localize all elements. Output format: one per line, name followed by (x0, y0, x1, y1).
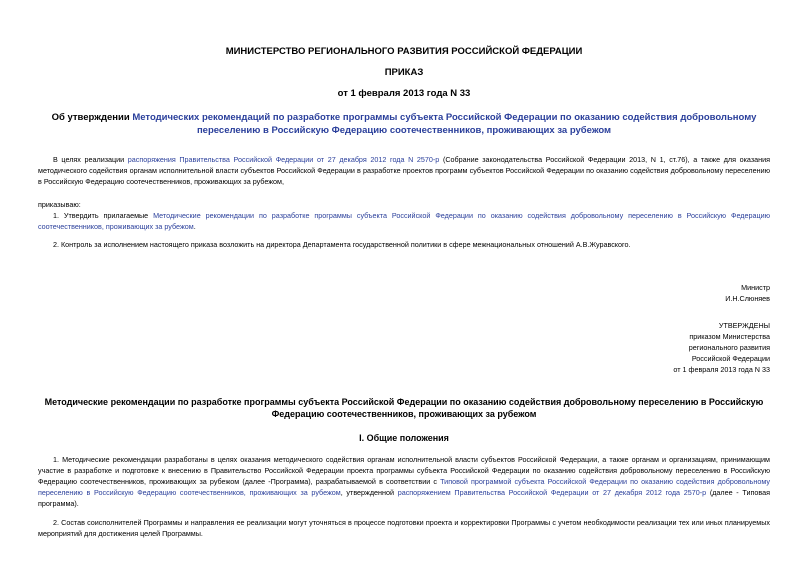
para-1-text-2: , утвержденной (340, 488, 398, 497)
item-1-text-2: . (193, 222, 196, 231)
para-1-link-1[interactable]: Типовой программой субъекта Российской Федерации по оказанию содействия добровольному переселению в Российскую Федерацию соотечественников, проживающих за рубежом (38, 477, 770, 497)
para-1-text-3: (далее - Типовая программа). (38, 488, 770, 508)
para-1-text-1: 1. Методические рекомендации разработаны в целях оказания методического содействия органам исполнительной власти субъектов Российской Федерации, а также органам и организациям, принимающим участие в разработке и подготовке к внесению в Правительство Российской Федерации проекта программы субъекта Российской Федерации по оказанию содействия добровольному переселению в Российскую Федерацию соотечественников, проживающих за рубежом (далее -Программа), разрабатываемой в соответствии с (38, 455, 770, 486)
approval-block (673, 320, 770, 375)
title-link[interactable]: Методических рекомендаций по разработке программы субъекта Российской Федерации по оказанию содействия добровольному переселению в Российскую Федерацию соотечественников, проживающих за рубежом (132, 112, 757, 136)
preamble-text-1: В целях реализации (53, 155, 128, 164)
signature-name: И.Н.Слюняев (725, 294, 770, 303)
item-2-paragraph: 2. Контроль за исполнением настоящего приказа возложить на директора Департамента государственной политики в сфере межнациональных отношений А.В.Журавского. (53, 240, 631, 249)
item-1-link[interactable]: Методические рекомендации по разработке программы субъекта Российской Федерации по оказанию содействия добровольному переселению в Российскую Федерацию соотечественников, проживающих за рубежом (38, 211, 770, 231)
signature-block (725, 282, 770, 304)
preamble-text-2: (Собрание законодательства Российской Федерации 2013, N 1, ст.76), а также для оказания методического содействия органам исполнительной власти субъектов Российской Федерации в разработке проектов программ субъектов Российской Федерации по оказанию содействия добровольному переселению в Российскую Федерацию соотечественников, проживающих за рубежом, (38, 155, 771, 186)
approval-line-1: УТВЕРЖДЕНЫ (718, 321, 770, 330)
paragraph-1 (38, 454, 770, 509)
approval-line-4: Российской Федерации (691, 354, 770, 363)
signature-position: Министр (741, 283, 770, 292)
order-word: приказываю: (38, 200, 81, 209)
section-1-title: I. Общие положения (359, 433, 449, 443)
item-1-text-1: 1. Утвердить прилагаемые (53, 211, 154, 220)
recommendations-title: Методические рекомендации по разработке программы субъекта Российской Федерации по оказанию содействия добровольному переселению в Российскую Федерацию соотечественников, проживающих за рубежом (44, 397, 764, 419)
paragraph-2: 2. Состав соисполнителей Программы и направления ее реализации могут уточняться в процессе подготовки проекта и корректировки Программы с учетом необходимости реализации тех или иных планируемых мероприятий для достижения целей Программы. (38, 518, 770, 538)
order-label: ПРИКАЗ (384, 67, 424, 78)
order-date: от 1 февраля 2013 года N 33 (337, 88, 471, 99)
ministry-heading: МИНИСТЕРСТВО РЕГИОНАЛЬНОГО РАЗВИТИЯ РОССИЙСКОЙ ФЕДЕРАЦИИ (225, 46, 583, 57)
item-1-paragraph (38, 210, 770, 232)
document-title (38, 111, 770, 137)
approval-line-3: регионального развития (688, 343, 770, 352)
approval-line-5: от 1 февраля 2013 года N 33 (673, 365, 770, 374)
title-prefix: Об утверждении (51, 112, 133, 123)
preamble-link[interactable]: распоряжения Правительства Российской Федерации от 27 декабря 2012 года N 2570-р (127, 155, 440, 164)
para-1-link-2[interactable]: распоряжением Правительства Российской Федерации от 27 декабря 2012 года 2570-р (397, 488, 707, 497)
approval-line-2: приказом Министерства (689, 332, 770, 341)
preamble-paragraph (38, 154, 770, 187)
